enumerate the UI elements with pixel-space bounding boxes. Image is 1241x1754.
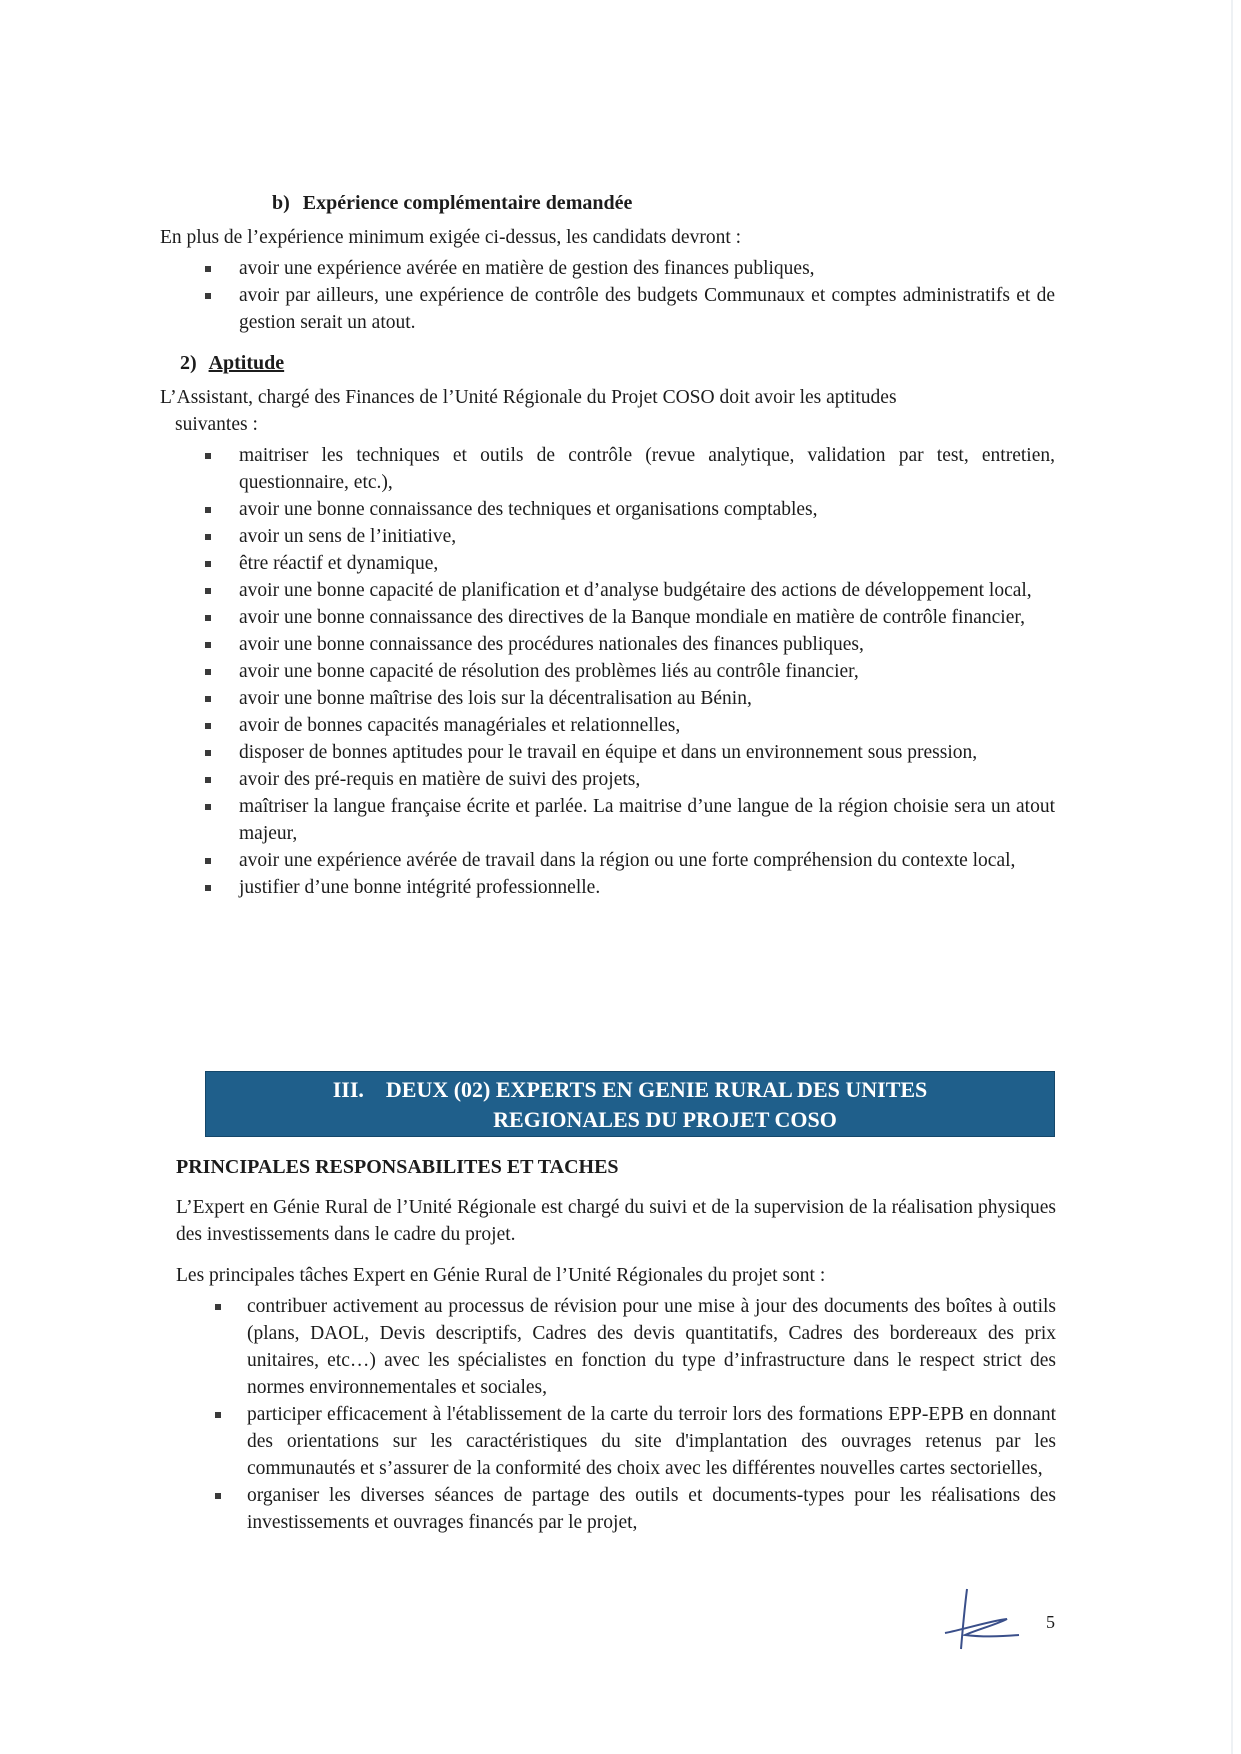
bullet-square-icon [205, 885, 211, 891]
list-item [160, 793, 1055, 847]
bullet-square-icon [205, 453, 211, 459]
bullet-square-icon [205, 293, 211, 299]
list-item-text: avoir une expérience avérée de travail dans la région ou une forte compréhension du contexte local, [239, 850, 1016, 871]
list-item [160, 631, 1055, 658]
list-item [160, 658, 1055, 685]
list-item [160, 282, 1055, 336]
list-item [160, 685, 1055, 712]
section-2-intro-line1: L’Assistant, chargé des Finances de l’Unité Régionale du Projet COSO doit avoir les aptitudes [160, 387, 897, 408]
bullet-square-icon [205, 615, 211, 621]
bullet-square-icon [205, 534, 211, 540]
banner-roman-numeral: III. [332, 1077, 364, 1102]
list-item-text: participer efficacement à l'établissement de la carte du terroir lors des formations EPP-EPB en donnant des orientations sur les caractéristiques du site d'implantation des ouvrages retenus par les communautés et s’assurer de la conformité des choix avec les différentes nouvelles cartes sectorielles, [247, 1404, 1056, 1479]
section-2-title: Aptitude [208, 352, 285, 374]
initials-signature-icon [935, 1585, 1025, 1655]
list-item [176, 1401, 1056, 1482]
list-item-text: avoir une bonne connaissance des procédures nationales des finances publiques, [239, 634, 864, 655]
banner-title-line2: REGIONALES DU PROJET COSO [493, 1107, 837, 1132]
page-edge [1231, 0, 1233, 1754]
main-content [160, 190, 1055, 907]
list-item [160, 496, 1055, 523]
section-3-list [176, 1293, 1056, 1536]
list-item-text: contribuer activement au processus de révision pour une mise à jour des documents des boîtes à outils (plans, DAOL, Devis descriptifs, Cadres des devis quantitatifs, Cadres des bordereaux des prix unitaires, etc…) avec les spécialistes en fonction du type d’infrastructure dans le respect strict des normes environnementales et sociales, [247, 1296, 1056, 1398]
section-2-heading [180, 350, 1055, 377]
list-item-text: maîtriser la langue française écrite et parlée. La maitrise d’une langue de la région choisie sera un atout majeur, [239, 796, 1055, 844]
bullet-square-icon [205, 750, 211, 756]
section-b-heading [272, 190, 1055, 217]
list-item-text: avoir par ailleurs, une expérience de contrôle des budgets Communaux et comptes administratifs et de gestion serait un atout. [239, 285, 1055, 333]
list-item [160, 604, 1055, 631]
list-item-text: avoir une bonne capacité de planification et d’analyse budgétaire des actions de développement local, [239, 580, 1032, 601]
list-item-text: organiser les diverses séances de partage des outils et documents-types pour les réalisations des investissements et ouvrages financés par le projet, [247, 1485, 1056, 1533]
list-item [160, 577, 1055, 604]
bullet-square-icon [205, 642, 211, 648]
bullet-square-icon [205, 266, 211, 272]
list-item-text: justifier d’une bonne intégrité professionnelle. [239, 877, 601, 898]
list-item-text: disposer de bonnes aptitudes pour le travail en équipe et dans un environnement sous pression, [239, 742, 978, 763]
section-2-list [160, 442, 1055, 901]
list-item-text: avoir des pré-requis en matière de suivi des projets, [239, 769, 641, 790]
section-b-list [160, 255, 1055, 336]
page-number: 5 [1046, 1612, 1055, 1632]
bullet-square-icon [205, 696, 211, 702]
list-item [176, 1293, 1056, 1401]
section-3-paragraph-1: L’Expert en Génie Rural de l’Unité Régionale est chargé du suivi et de la supervision de la réalisation physiques des investissements dans le cadre du projet. [176, 1197, 1056, 1245]
list-item-text: avoir une expérience avérée en matière de gestion des finances publiques, [239, 258, 815, 279]
bullet-square-icon [205, 507, 211, 513]
banner-line1 [206, 1075, 1054, 1105]
bullet-square-icon [215, 1412, 221, 1418]
list-item [176, 1482, 1056, 1536]
list-item-text: avoir une bonne maîtrise des lois sur la décentralisation au Bénin, [239, 688, 752, 709]
bullet-square-icon [205, 561, 211, 567]
section-b-label: b) [272, 192, 290, 214]
list-item [160, 847, 1055, 874]
bullet-square-icon [205, 669, 211, 675]
list-item [160, 766, 1055, 793]
list-item [160, 712, 1055, 739]
list-item-text: avoir une bonne connaissance des techniques et organisations comptables, [239, 499, 818, 520]
list-item [160, 255, 1055, 282]
list-item [160, 739, 1055, 766]
list-item-text: avoir de bonnes capacités managériales et relationnelles, [239, 715, 681, 736]
section-2-intro-line2: suivantes : [175, 414, 258, 435]
list-item-text: être réactif et dynamique, [239, 553, 439, 574]
list-item-text: maitriser les techniques et outils de contrôle (revue analytique, validation par test, entretien, questionnaire, etc.), [239, 445, 1055, 493]
section-3-heading: PRINCIPALES RESPONSABILITES ET TACHES [176, 1156, 619, 1178]
list-item-text: avoir un sens de l’initiative, [239, 526, 457, 547]
bullet-square-icon [205, 588, 211, 594]
list-item [160, 550, 1055, 577]
list-item [160, 523, 1055, 550]
bullet-square-icon [205, 858, 211, 864]
bullet-square-icon [205, 804, 211, 810]
section-2-label: 2) [180, 352, 197, 374]
section-3-content [176, 1154, 1056, 1542]
section-3-paragraph-2: Les principales tâches Expert en Génie Rural de l’Unité Régionales du projet sont : [176, 1265, 826, 1286]
section-b-title: Expérience complémentaire demandée [302, 192, 633, 214]
list-item [160, 442, 1055, 496]
list-item [160, 874, 1055, 901]
bullet-square-icon [205, 777, 211, 783]
section-b-intro: En plus de l’expérience minimum exigée ci-dessus, les candidats devront : [160, 227, 742, 248]
banner-title-line1: DEUX (02) EXPERTS EN GENIE RURAL DES UNITES [385, 1077, 928, 1102]
bullet-square-icon [205, 723, 211, 729]
list-item-text: avoir une bonne connaissance des directives de la Banque mondiale en matière de contrôle financier, [239, 607, 1025, 628]
bullet-square-icon [215, 1304, 221, 1310]
bullet-square-icon [215, 1493, 221, 1499]
section-3-banner [205, 1071, 1055, 1137]
list-item-text: avoir une bonne capacité de résolution des problèmes liés au contrôle financier, [239, 661, 859, 682]
